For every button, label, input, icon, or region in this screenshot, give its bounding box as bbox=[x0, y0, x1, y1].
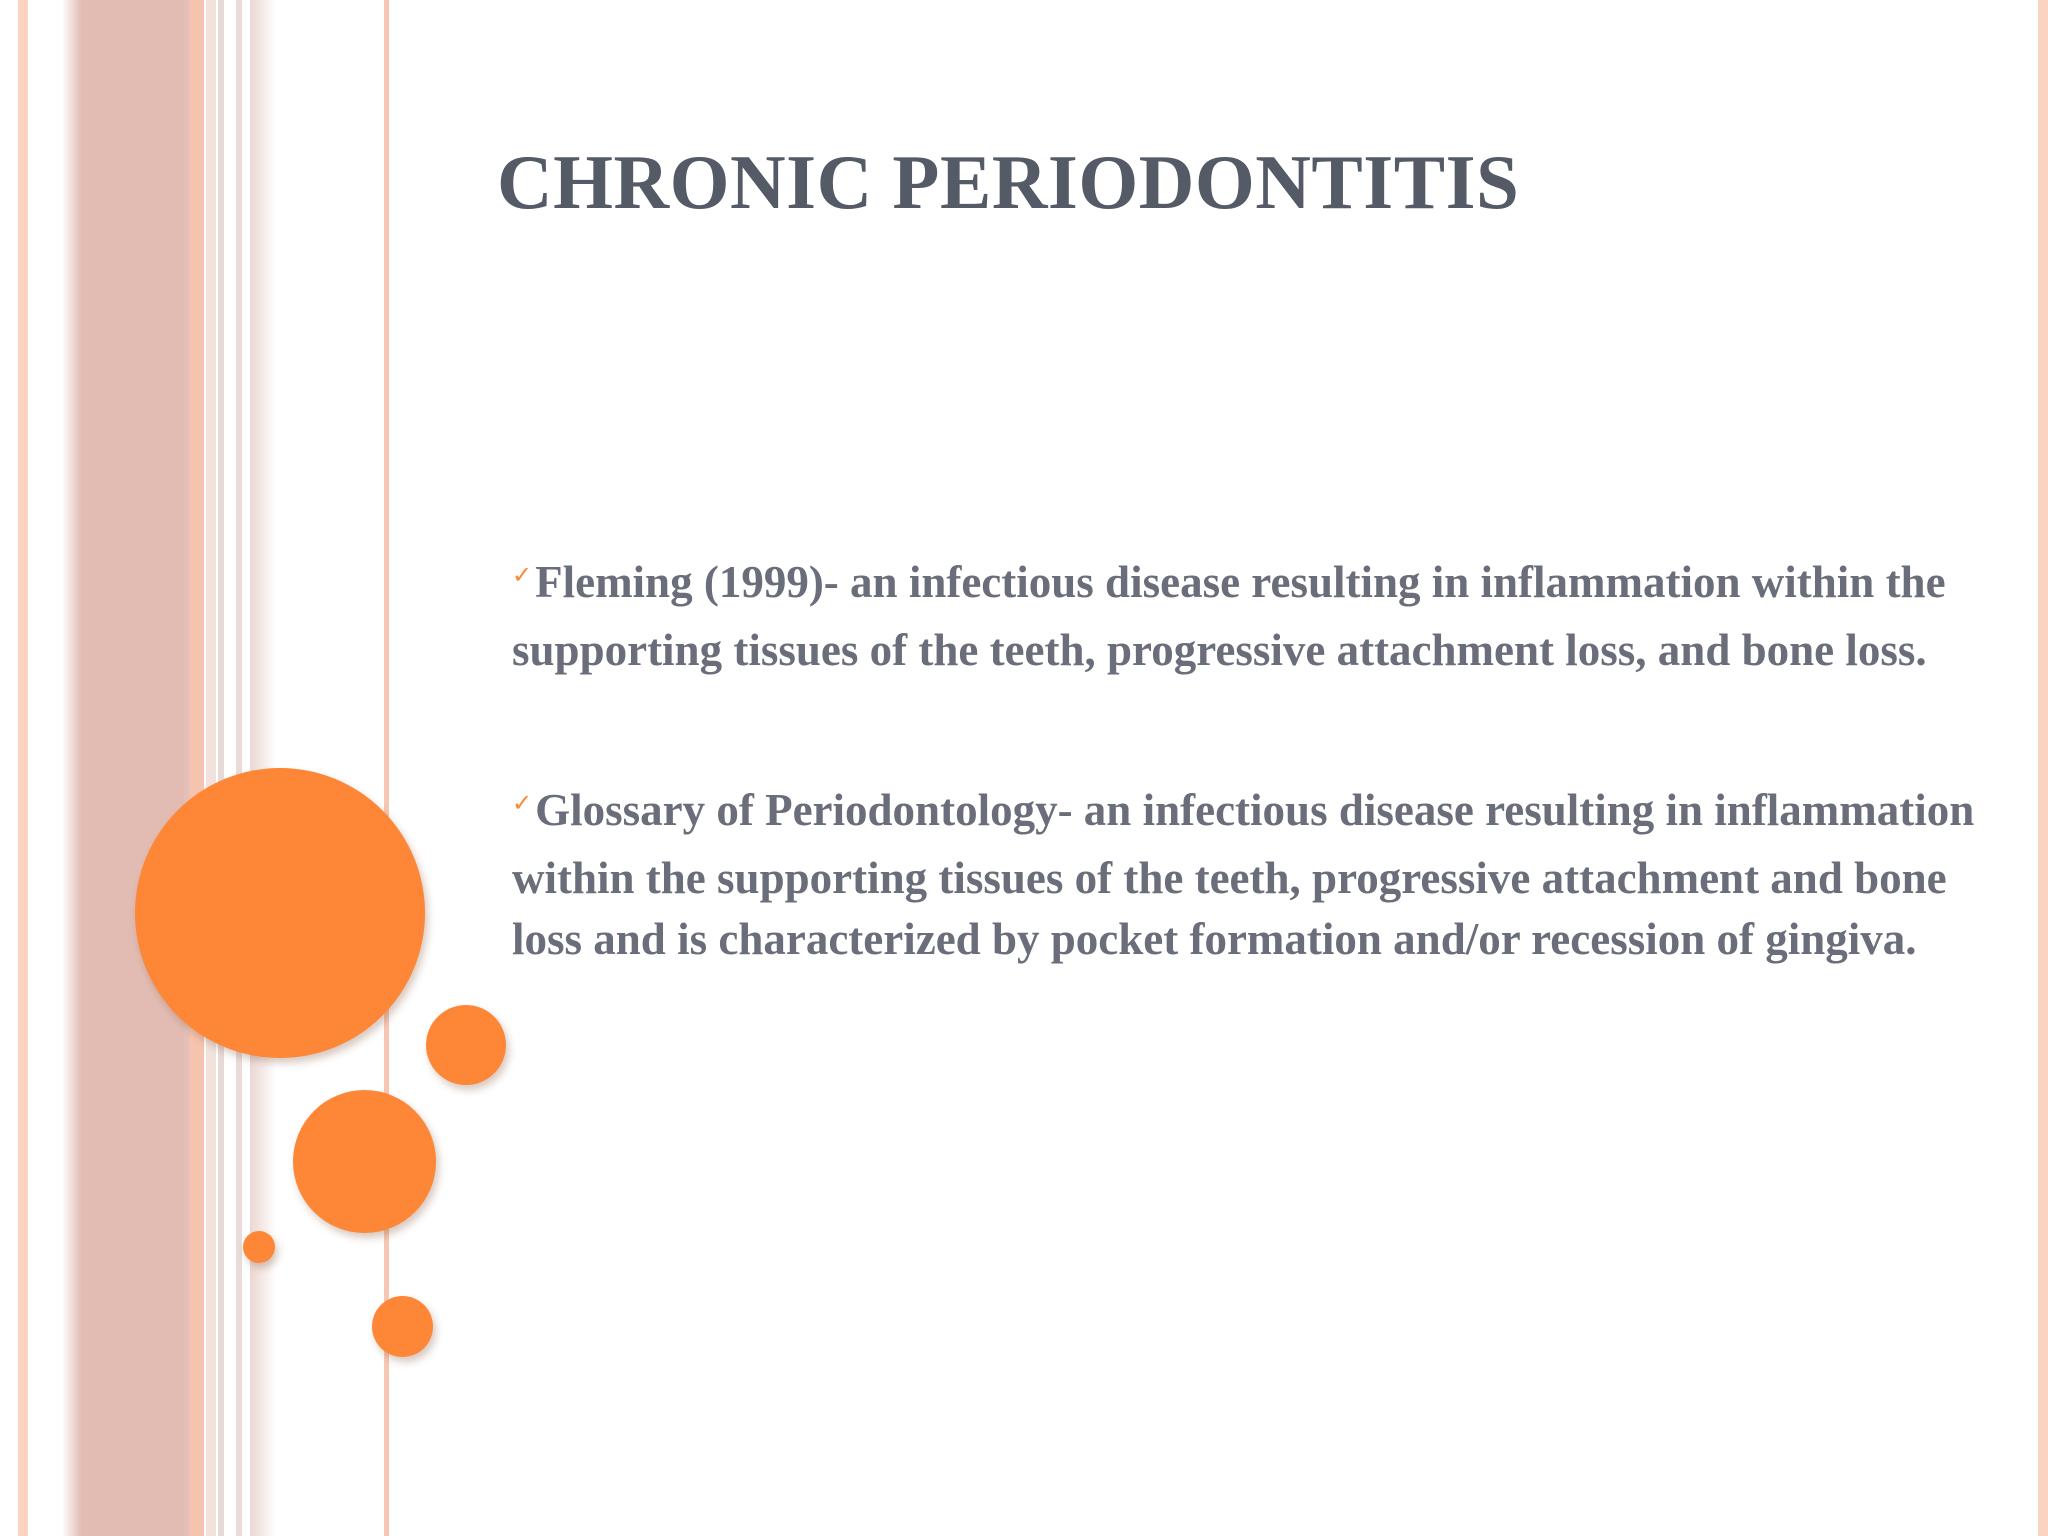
bullet-item bbox=[512, 552, 1982, 681]
decorative-stripe bbox=[190, 0, 204, 1536]
checkmark-icon: ✓ bbox=[512, 561, 533, 589]
decorative-circle-medium bbox=[293, 1090, 436, 1233]
decorative-stripe bbox=[62, 0, 202, 1536]
bullet-text: Glossary of Periodontology- an infectious disease resulting in inflammation within the supporting tissues of the teeth, progressive attachment and bone loss and is characterized by pocket formation and/or recession of gingiva. bbox=[512, 785, 1975, 964]
decorative-stripe bbox=[218, 0, 224, 1536]
bullet-item bbox=[512, 780, 1982, 970]
decorative-stripe bbox=[2038, 0, 2048, 1536]
decorative-stripe bbox=[236, 0, 242, 1536]
slide-body bbox=[512, 552, 1982, 970]
decorative-circle-tiny bbox=[243, 1231, 275, 1263]
bullet-text: Fleming (1999)- an infectious disease resulting in inflammation within the supporting tissues of the teeth, progressive attachment loss, and bone loss. bbox=[512, 557, 1946, 675]
decorative-stripe bbox=[18, 0, 28, 1536]
decorative-circle-small bbox=[372, 1296, 433, 1357]
decorative-circle-large bbox=[135, 768, 425, 1058]
slide-title: CHRONIC PERIODONTITIS bbox=[497, 139, 1520, 225]
decorative-circle-small bbox=[426, 1005, 506, 1085]
checkmark-icon: ✓ bbox=[512, 789, 533, 817]
decorative-stripe bbox=[206, 0, 216, 1536]
